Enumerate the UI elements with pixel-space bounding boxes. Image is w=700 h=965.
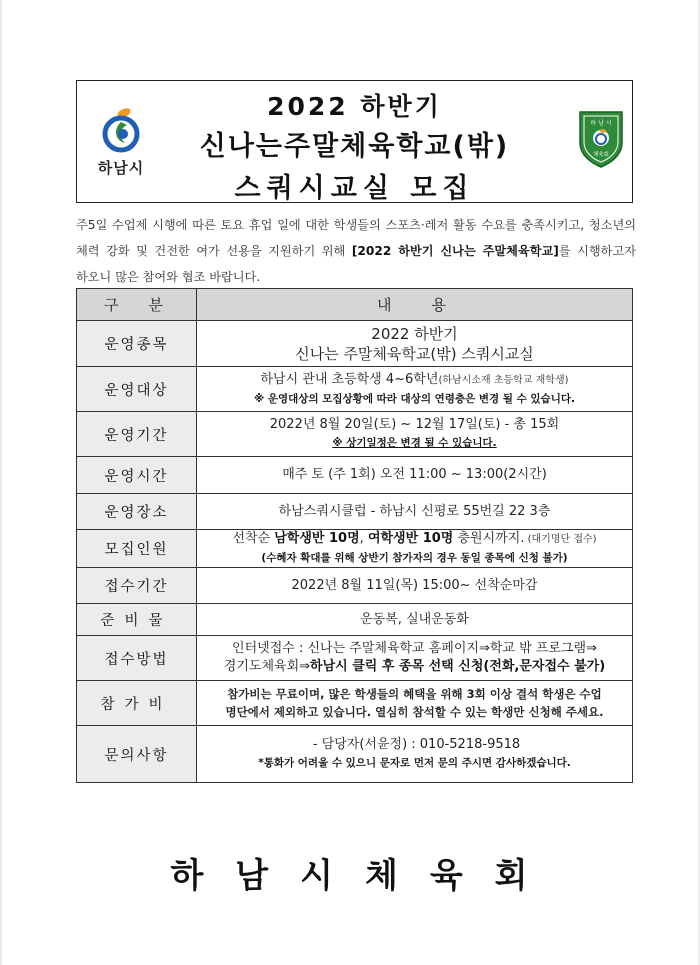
assoc-logo-bottom-text: 체육회 [593, 152, 609, 158]
organization-footer: 하남시체육회 [170, 856, 560, 896]
title-box [76, 80, 633, 203]
intro-text-2: 를 시행하고자 하오니 많은 참여와 협조 바랍니다. [76, 244, 636, 284]
table-row-contact [77, 726, 633, 783]
quota-boys: 남학생반 10명 [274, 531, 360, 546]
contact-note: *통화가 어려울 수 있으니 문자로 먼저 문의 주시면 감사하겠습니다. [258, 757, 571, 769]
sport-line-2: 신나는 주말체육학교(밖) 스쿼시교실 [295, 344, 534, 363]
sport-line-1: 2022 하반기 [371, 324, 458, 343]
table-row-period [77, 412, 633, 457]
row-value-contact [197, 726, 633, 783]
row-value-quota [197, 530, 633, 568]
table-row-time [77, 457, 633, 494]
city-name: 하남시 [97, 159, 145, 177]
contact-line-1: - 담당자(서윤정) : 010-5218-9518 [312, 737, 521, 752]
quota-small: (대기명단 접수) [524, 534, 597, 545]
quota-girls: 여학생반 10명 [367, 531, 454, 546]
target-main: 하남시 관내 초등학생 4~6학년 [260, 371, 439, 387]
row-key-method: 접수방법 [77, 636, 197, 681]
table-row-fee [77, 681, 633, 726]
method-line-2: 경기도체육회⇒ [223, 659, 311, 674]
intro-paragraph [76, 212, 636, 290]
row-value-fee [197, 681, 633, 726]
row-key-place: 운영장소 [77, 494, 197, 530]
quota-prefix: 선착순 [232, 531, 275, 546]
quota-suffix: 충원시까지. [453, 531, 525, 546]
row-value-sport [197, 321, 633, 367]
fee-line-1: 참가비는 무료이며, 많은 학생들의 혜택을 위해 3회 이상 결석 학생은 수업 [227, 687, 602, 701]
table-row-quota [77, 530, 633, 568]
row-key-fee: 참가비 [77, 681, 197, 726]
period-note: ※ 상기일정은 변경 될 수 있습니다. [332, 437, 497, 449]
row-key-contact: 문의사항 [77, 726, 197, 783]
row-key-period: 운영기간 [77, 412, 197, 457]
row-key-target: 운영대상 [77, 367, 197, 412]
quota-note: (수혜자 확대를 위해 상반기 참가자의 경우 동일 종목에 신청 불가) [261, 552, 568, 564]
table-header-row [77, 289, 633, 321]
title-line-3: 스쿼시교실 모집 [234, 173, 475, 204]
row-value-period [197, 412, 633, 457]
row-value-target [197, 367, 633, 412]
hanam-sports-council-logo [577, 109, 625, 169]
row-value-method [197, 636, 633, 681]
row-value-prepare: 운동복, 실내운동화 [197, 604, 633, 636]
row-key-time: 운영시간 [77, 457, 197, 494]
table-row-target [77, 367, 633, 412]
table-row-method [77, 636, 633, 681]
target-small: (하남시소재 초등학교 재학생) [438, 374, 569, 386]
table-row-sport [77, 321, 633, 367]
title-line-2: 신나는주말체육학교(밖) [199, 131, 510, 162]
intro-text-bold: [2022 하반기 신나는 주말체육학교] [351, 244, 559, 258]
target-note: ※ 운영대상의 모집상황에 따라 대상의 연령층은 변경 될 수 있습니다. [254, 392, 575, 405]
row-key-prepare: 준비물 [77, 604, 197, 636]
header-value: 내용 [197, 289, 633, 321]
period-line-1: 2022년 8월 20일(토) ~ 12월 17일(토) - 총 15회 [269, 417, 560, 432]
row-key-apply-period: 접수기간 [77, 568, 197, 604]
quota-sep: , [359, 531, 368, 546]
table-row-place [77, 494, 633, 530]
row-value-place: 하남스쿼시클럽 - 하남시 신평로 55번길 22 3층 [197, 494, 633, 530]
row-value-time: 매주 토 (주 1회) 오전 11:00 ~ 13:00(2시간) [197, 457, 633, 494]
fee-line-2: 명단에서 제외하고 있습니다. 열심히 참석할 수 있는 학생만 신청해 주세요. [225, 705, 604, 719]
intro-text-1: 주5일 수업제 시행에 따른 토요 휴업 일에 대한 학생들의 스포츠·레저 활동 수요를 충족시키고, 청소년의 체력 강화 및 건전한 여가 선용을 지원하기 위해 [76, 218, 636, 258]
row-value-apply-period: 2022년 8월 11일(목) 15:00~ 선착순마감 [197, 568, 633, 604]
table-row-prepare [77, 604, 633, 636]
title-line-1: 2022 하반기 [267, 92, 442, 121]
method-line-1: 인터넷접수 : 신나는 주말체육학교 홈페이지⇒학교 밖 프로그램⇒ [232, 641, 597, 656]
row-key-quota: 모집인원 [77, 530, 197, 568]
info-table [76, 288, 633, 783]
method-line-2-bold: 하남시 클릭 후 종목 선택 신청(전화,문자접수 불가) [310, 659, 606, 674]
table-row-apply-period [77, 568, 633, 604]
assoc-logo-top-text: 하 남 시 [590, 120, 612, 127]
row-key-sport: 운영종목 [77, 321, 197, 367]
header-key: 구분 [77, 289, 197, 321]
